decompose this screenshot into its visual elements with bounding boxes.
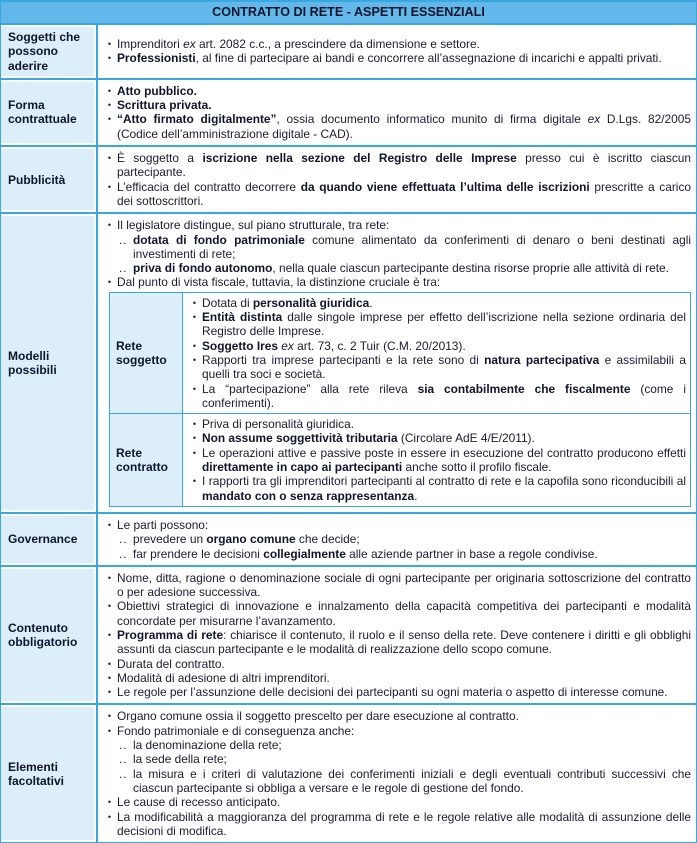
table-row-governance: [1, 512, 696, 565]
list-item-text: Soggetto Ires ex art. 73, c. 2 Tuir (C.M. 20/2013).: [202, 338, 466, 353]
list-item-text: Modalità di adesione di altri imprenditori.: [117, 670, 330, 685]
bullet-icon: •: [192, 447, 197, 458]
bullet-icon: •: [192, 433, 197, 444]
rete-subtable: [109, 292, 691, 507]
sub-marker-icon: ..: [119, 232, 128, 247]
bullet-icon: •: [107, 39, 112, 50]
list-item-text: La “partecipazione” alla rete rileva sia contabilmente che fiscalmente (come i conferimenti).: [202, 381, 686, 410]
sub-marker-icon: ..: [119, 546, 128, 561]
bullet-icon: •: [107, 672, 112, 683]
list-item-text: Rapporti tra imprese partecipanti e la rete sono di natura partecipativa e assimilabili a quelli tra soci e società.: [202, 352, 687, 382]
bullet-icon: •: [192, 354, 197, 365]
list-item-text: Organo comune ossia il soggetto prescelto per dare esecuzione al contratto.: [117, 709, 519, 724]
list-item-text: Professionisti, al fine di partecipare ai bandi e concorrere all’assegnazione di incarichi e appalti privati.: [117, 51, 662, 66]
row-label-cell: [1, 214, 98, 512]
sub-marker-icon: ..: [119, 532, 128, 547]
list-item: [102, 84, 691, 98]
list-subitem: [117, 752, 691, 766]
list-item-text: I rapporti tra gli imprenditori partecipanti al contratto di rete e la capofila sono riconducibili al mandato con o senza rappresentanza.: [202, 474, 686, 503]
list-item-text: Le cause di recesso anticipato.: [117, 795, 281, 810]
sub-marker-icon: ..: [119, 766, 128, 781]
row-label: Governance: [1, 516, 94, 563]
bullet-icon: •: [192, 476, 197, 487]
list-item-text: Durata del contratto.: [117, 656, 225, 671]
list-item: [102, 795, 691, 809]
bullet-icon: •: [107, 220, 112, 231]
row-content-cell: [98, 214, 696, 512]
list-item: [102, 151, 691, 180]
bullet-icon: •: [107, 687, 112, 698]
row-content-cell: [98, 25, 696, 78]
list-item-text: Atto pubblico.: [117, 83, 197, 98]
list-subitem: [117, 233, 691, 262]
list-item-text: Non assume soggettività tributaria (Circolare AdE 4/E/2011).: [202, 431, 535, 446]
list-item: [187, 382, 686, 411]
row-content-cell: [98, 705, 696, 842]
list-item-text: Nome, ditta, ragione o denominazione sociale di ogni partecipante per originaria sottoscrizione del contratto o per adesione successiva.: [117, 570, 691, 600]
list-subitem: [117, 532, 691, 546]
row-content-cell: [98, 567, 696, 704]
list-item-text: far prendere le decisioni collegialmente alle aziende partner in base a regole condivise.: [133, 546, 598, 561]
list-item: [102, 571, 691, 600]
row-label: Soggetti che possono aderire: [1, 27, 94, 76]
list-subitem: [117, 261, 691, 275]
bullet-icon: •: [107, 811, 112, 822]
bullet-icon: •: [107, 711, 112, 722]
subtable-row-label: Rete soggetto: [110, 293, 183, 413]
sub-marker-icon: ..: [119, 738, 128, 753]
list-item-text: “Atto firmato digitalmente”, ossia documento informatico munito di firma digitale ex D.Lgs. 82/2005 (Codice dell’amministrazione digitale - CAD).: [117, 112, 691, 141]
list-item-text: L’efficacia del contratto decorrere da quando viene effettuata l’ultima delle iscrizioni prescritte a carico dei sottoscrittori.: [117, 179, 691, 208]
list-item: [187, 353, 686, 382]
list-item: [102, 98, 691, 112]
list-item: [102, 218, 691, 232]
list-item-text: La modificabilità a maggioranza del programma di rete e le regole relative alle modalità di assunzione delle decisioni di modifica.: [117, 809, 691, 838]
list-item-text: Il legislatore distingue, sul piano strutturale, tra rete:: [117, 218, 390, 233]
list-item: [102, 810, 691, 839]
row-content-cell: [98, 80, 696, 145]
list-item: [187, 446, 686, 475]
table-title: CONTRATTO DI RETE - ASPETTI ESSENZIALI: [1, 2, 696, 23]
list-item: [187, 310, 686, 339]
list-subitem: [117, 738, 691, 752]
bullet-icon: •: [107, 277, 112, 288]
bullet-icon: •: [107, 658, 112, 669]
row-label-cell: [1, 567, 98, 704]
table-row-forma: [1, 78, 696, 145]
list-item-text: Imprenditori ex art. 2082 c.c., a prescindere da dimensione e settore.: [117, 37, 480, 52]
list-item-text: Programma di rete: chiarisce il contenuto, il ruolo e il senso della rete. Deve contenere i diritti e gli obblighi assunti da ciascun partecipante e le modalità di realizzazione dello scopo comune.: [117, 627, 691, 657]
list-item: [187, 474, 686, 503]
list-item: [102, 180, 691, 209]
list-item: [102, 628, 691, 657]
list-item-text: prevedere un organo comune che decide;: [133, 532, 360, 547]
list-item: [102, 599, 691, 628]
row-label: Elementi facoltativi: [1, 707, 94, 840]
bullet-icon: •: [107, 629, 112, 640]
bullet-icon: •: [192, 312, 197, 323]
table-row-pubblicita: [1, 145, 696, 212]
bullet-icon: •: [107, 114, 112, 125]
list-item-text: È soggetto a iscrizione nella sezione del Registro delle Imprese presso cui è iscritto ciascun partecipante.: [117, 151, 691, 180]
subtable-row-label: Rete contratto: [110, 414, 183, 506]
bullet-icon: •: [192, 340, 197, 351]
table-row-soggetti: [1, 23, 696, 78]
list-item-text: priva di fondo autonomo, nella quale ciascun partecipante destina risorse proprie alle attività di rete.: [133, 261, 669, 276]
list-item-text: la sede della rete;: [133, 752, 227, 767]
list-item-text: Entità distinta dalle singole imprese per effetto dell’iscrizione nella sezione ordinaria del Registro delle Imprese.: [202, 310, 686, 339]
list-item: [187, 431, 686, 445]
list-item-text: la denominazione della rete;: [133, 738, 282, 753]
list-item: [102, 724, 691, 738]
row-label: Modelli possibili: [1, 216, 94, 510]
list-item: [102, 51, 691, 65]
list-item: [187, 339, 686, 353]
list-item: [102, 518, 691, 532]
list-item-text: Dotata di personalità giuridica.: [202, 295, 373, 310]
bullet-icon: •: [192, 419, 197, 430]
bullet-icon: •: [107, 181, 112, 192]
list-item-text: Le operazioni attive e passive poste in essere in esecuzione del contratto producono effetti direttamente in capo ai partecipanti anche sotto il profilo fiscale.: [202, 445, 686, 475]
list-item-text: Obiettivi strategici di innovazione e innalzamento della capacità competitiva dei partecipanti e modalità concordate per misurarne l’avanzamento.: [117, 599, 691, 628]
list-item-text: Fondo patrimoniale e di conseguenza anche:: [117, 723, 355, 738]
list-item: [187, 417, 686, 431]
bullet-icon: •: [107, 100, 112, 111]
row-label: Pubblicità: [1, 149, 94, 210]
bullet-icon: •: [107, 53, 112, 64]
list-item-text: Priva di personalità giuridica.: [202, 417, 355, 432]
row-label-cell: [1, 705, 98, 842]
list-item-text: Le regole per l’assunzione delle decisioni dei partecipanti su ogni materia o aspetto di interesse comune.: [117, 685, 668, 700]
list-item: [102, 112, 691, 141]
list-item: [102, 709, 691, 723]
table-row-elementi: [1, 703, 696, 842]
list-item: [102, 275, 691, 289]
bullet-icon: •: [107, 519, 112, 530]
sub-marker-icon: ..: [119, 261, 128, 276]
bullet-icon: •: [192, 383, 197, 394]
bullet-icon: •: [107, 153, 112, 164]
row-label: Contenuto obbligatorio: [1, 569, 94, 702]
row-label-cell: [1, 514, 98, 565]
row-content-cell: [98, 147, 696, 212]
bullet-icon: •: [107, 85, 112, 96]
row-label-cell: [1, 80, 98, 145]
subtable-row-rete-contratto: [110, 413, 690, 506]
table-row-contenuto: [1, 565, 696, 704]
list-subitem: [117, 767, 691, 796]
bullet-icon: •: [192, 297, 197, 308]
list-item-text: dotata di fondo patrimoniale comune alimentato da conferimenti di denaro o beni destinati agli investimenti di rete;: [133, 232, 691, 261]
bullet-icon: •: [107, 725, 112, 736]
list-item-text: la misura e i criteri di valutazione dei conferimenti iniziali e degli eventuali contributi successivi che ciascun partecipante si obbliga a versare e le regole di gestione del fondo.: [133, 766, 691, 795]
row-label: Forma contrattuale: [1, 82, 94, 143]
list-item-text: Dal punto di vista fiscale, tuttavia, la distinzione cruciale è tra:: [117, 275, 441, 290]
bullet-icon: •: [107, 572, 112, 583]
list-item: [102, 657, 691, 671]
list-item: [102, 685, 691, 699]
subtable-row-rete-soggetto: [110, 293, 690, 413]
table-row-modelli: [1, 212, 696, 512]
sub-marker-icon: ..: [119, 752, 128, 767]
list-item-text: Le parti possono:: [117, 517, 209, 532]
list-item: [187, 296, 686, 310]
row-label-cell: [1, 25, 98, 78]
list-item: [102, 671, 691, 685]
bullet-icon: •: [107, 601, 112, 612]
row-content-cell: [98, 514, 696, 565]
list-subitem: [117, 547, 691, 561]
list-item-text: Scrittura privata.: [117, 98, 212, 113]
list-item: [102, 37, 691, 51]
bullet-icon: •: [107, 797, 112, 808]
row-label-cell: [1, 147, 98, 212]
